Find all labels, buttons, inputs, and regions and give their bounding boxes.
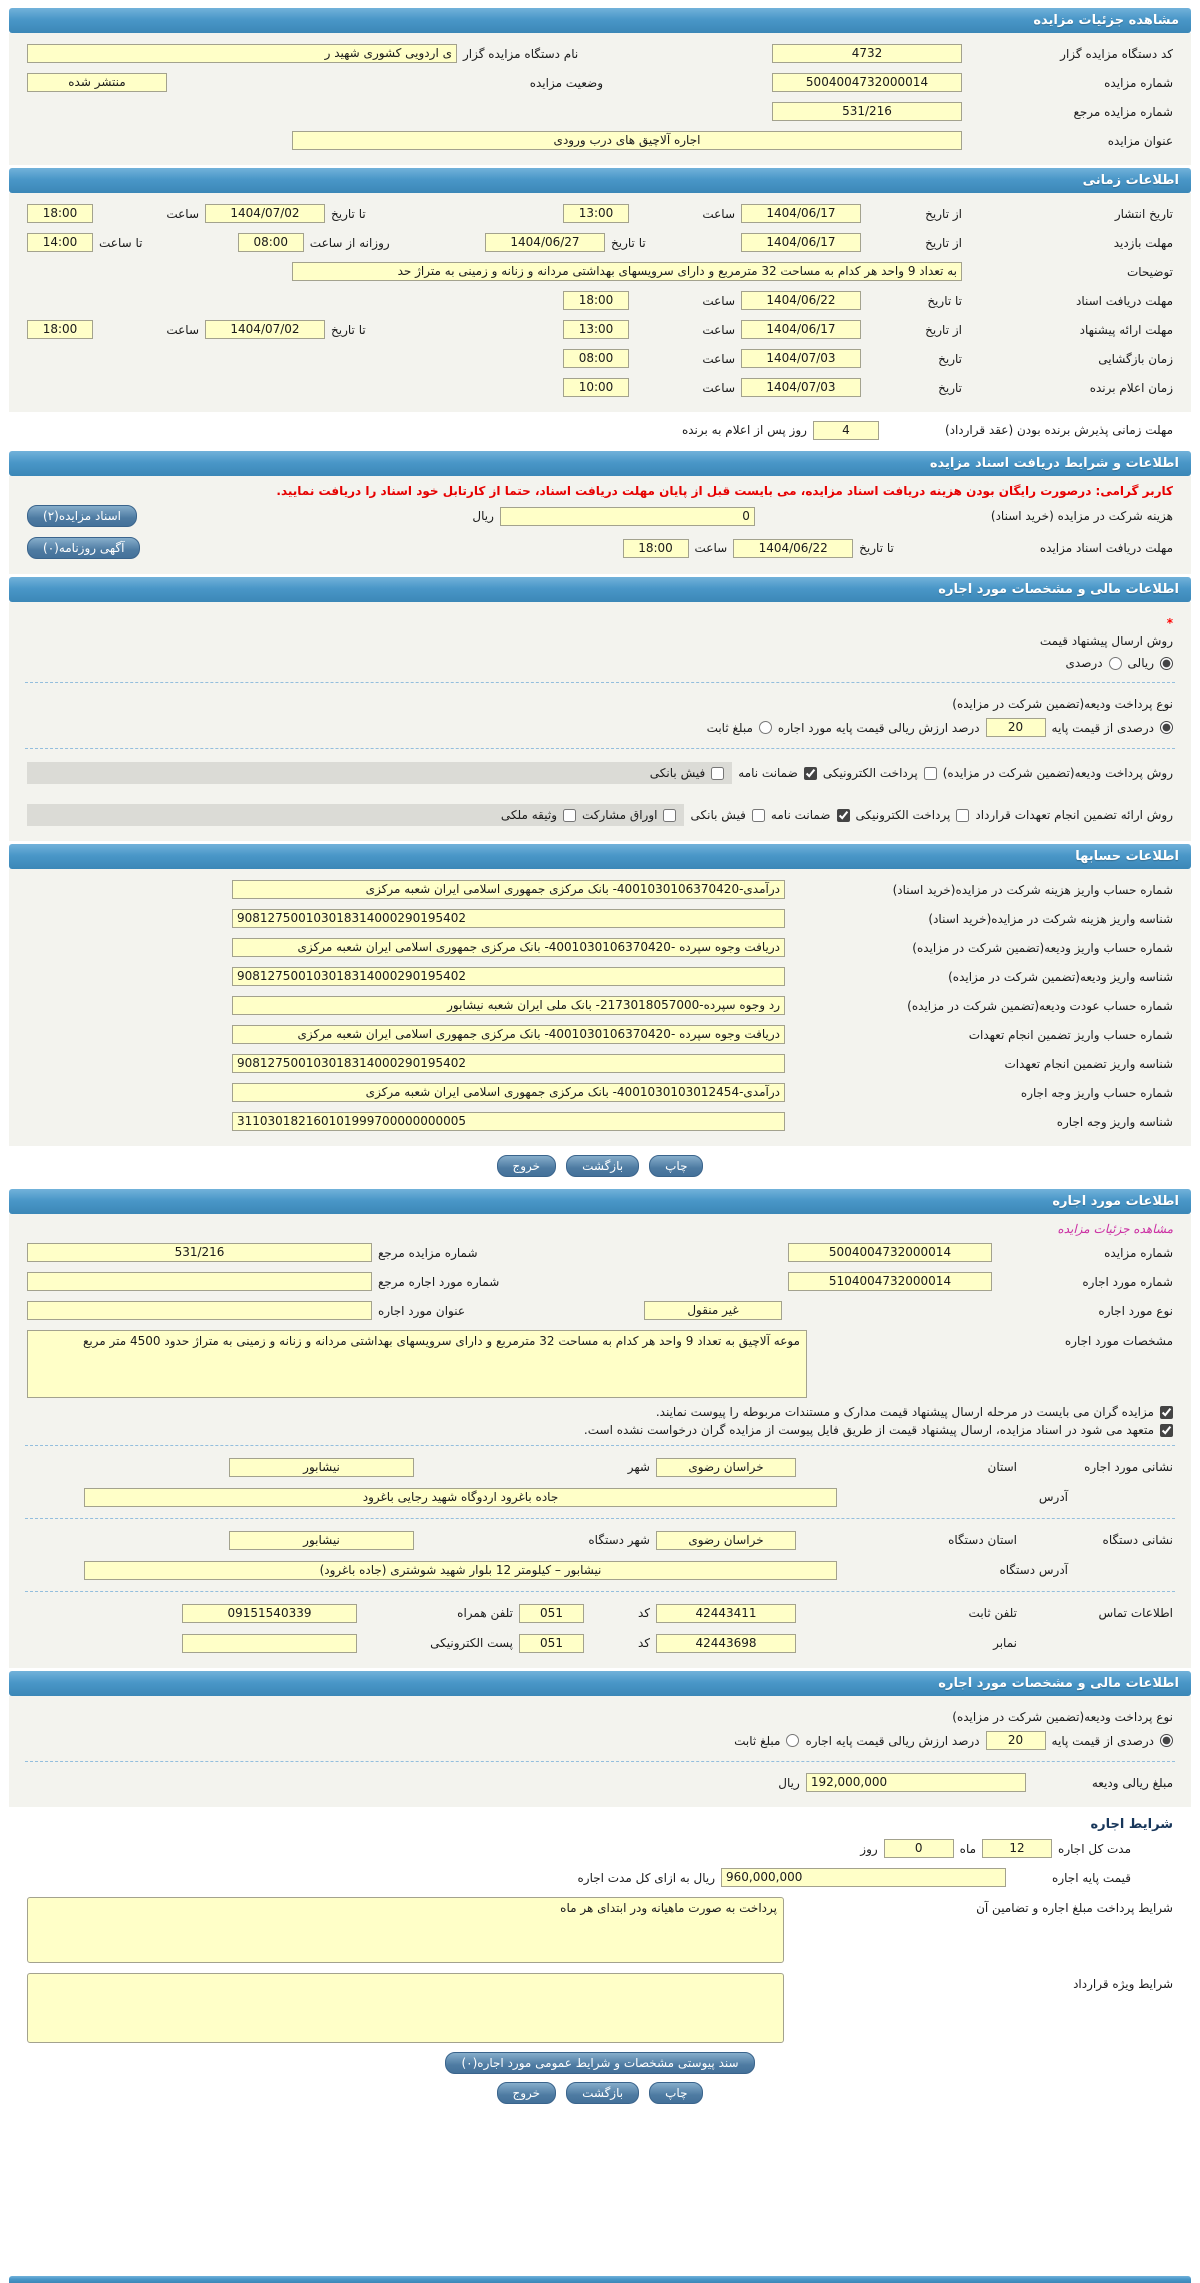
fee-unit-label: ریال [472, 509, 494, 523]
percent-suffix-label-2: درصد ارزش ریالی قیمت پایه اجاره [805, 1733, 980, 1748]
to-date-label: تا تاریخ [859, 541, 894, 555]
rental-address-group-label: نشانی مورد اجاره [1084, 1460, 1173, 1474]
special-terms-label: شرایط ویژه قرارداد [1073, 1977, 1173, 1991]
percent-of-base-label-2: درصدی از قیمت پایه [1051, 1733, 1154, 1748]
rental-auction-no-field[interactable]: 5004004732000014 [788, 1243, 992, 1262]
item-title-field[interactable] [27, 1301, 372, 1320]
accept-days-field[interactable]: 4 [813, 421, 879, 440]
dotted-divider [25, 1761, 1175, 1762]
docs-warning-text: کاربر گرامی: درصورت رایگان بودن هزینه دریافت اسناد مزایده، می بایست قبل از پایان مهلت دریافت اسناد، حتما از کارتابل خود اسناد را دریافت نمایید. [276, 484, 1173, 498]
obligation-grey-zone [27, 804, 684, 826]
percent-of-base-radio-2[interactable] [1160, 1734, 1173, 1747]
account-row [9, 991, 1191, 1020]
newspaper-ad-button[interactable]: آگهی روزنامه(۰) [27, 537, 140, 559]
section-header-rental [9, 1189, 1191, 1214]
row-org-address [9, 1555, 1191, 1585]
row-view-details-link [9, 1220, 1191, 1238]
email-field[interactable] [182, 1634, 357, 1653]
address-label: آدرس [1038, 1490, 1068, 1504]
publish-to-date-field[interactable]: 1404/07/02 [205, 204, 325, 223]
auction-title-label: عنوان مزایده [1107, 133, 1173, 148]
percent-option-label: درصدی [1065, 656, 1103, 670]
percent-of-base-label: درصدی از قیمت پایه [1051, 720, 1154, 735]
row-rental-address [9, 1482, 1191, 1512]
fixed-amount-label-2: مبلغ ثابت [734, 1733, 781, 1748]
daily-to-label: تا ساعت [99, 235, 143, 250]
back-button[interactable]: بازگشت [566, 1155, 639, 1177]
section-title: اطلاعات مالی و مشخصات مورد اجاره [938, 1676, 1179, 1691]
account-label: شناسه واریز وجه اجاره [1056, 1114, 1173, 1129]
to-date-label: تا تاریخ [331, 206, 366, 221]
section-title: اطلاعات و شرایط دریافت اسناد مزایده [929, 456, 1179, 471]
address-field[interactable]: جاده باغرود اردوگاه شهید رجایی باغرود [84, 1488, 837, 1507]
row-docs-receive-deadline [9, 532, 1191, 564]
account-row [9, 1049, 1191, 1078]
time-label: ساعت [166, 206, 199, 221]
base-price-unit-label: ریال به ازای کل مدت اجاره [577, 1870, 716, 1885]
exit-button[interactable]: خروج [497, 1155, 557, 1177]
publish-to-time-field[interactable]: 18:00 [27, 204, 93, 223]
general-terms-attachment-button[interactable]: سند پیوستی مشخصات و شرایط عمومی مورد اجاره(۰) [445, 2052, 754, 2074]
row-special-terms [9, 1968, 1191, 2048]
visit-daily-from-field[interactable]: 08:00 [238, 233, 304, 252]
required-asterisk: * [1166, 616, 1173, 630]
row-deposit-type-options [9, 713, 1191, 742]
no-file-offer-label: متعهد می شود در اسناد مزایده، ارسال پیشنهاد قیمت از طریق فایل پیوست از مزایده گران درخواست نشده است. [583, 1423, 1154, 1437]
duration-label: مدت کل اجاره [1058, 1841, 1131, 1856]
row-auction-no [9, 68, 1191, 97]
row-deposit-amount [9, 1768, 1191, 1797]
opening-date-field[interactable]: 1404/07/03 [741, 349, 861, 368]
account-label: شماره حساب واریز ودیعه(تضمین شرکت در مزایده) [912, 940, 1173, 955]
org-name-label: نام دستگاه مزایده گزار [463, 46, 579, 61]
rial-unit-label: ریال [778, 1775, 800, 1790]
payment-terms-label: شرایط پرداخت مبلغ اجاره و تضامین آن [976, 1901, 1173, 1915]
row-attachment-button [9, 2048, 1191, 2078]
docs-deadline-time-field[interactable]: 18:00 [563, 291, 629, 310]
row-publish-date [9, 199, 1191, 228]
electronic-pay-label: پرداخت الکترونیکی [822, 766, 918, 780]
org-address-group-label: نشانی دستگاه [1102, 1533, 1173, 1547]
row-contact-fax [9, 1628, 1191, 1658]
row-item-specs [9, 1325, 1191, 1403]
item-specs-textarea[interactable]: موعه آلاچیق به تعداد 9 واحد هر کدام به مساحت 32 مترمربع و دارای سرویسهای بهداشتی مردانه و زنانه و زمینی به متراژ حدود 4500 متر مربع [27, 1330, 807, 1398]
fee-label: هزینه شرکت در مزایده (خرید اسناد) [990, 509, 1173, 523]
to-date-label: تا تاریخ [927, 293, 962, 308]
row-payment-terms [9, 1892, 1191, 1968]
row-description [9, 257, 1191, 286]
row-visit-deadline [9, 228, 1191, 257]
no-file-offer-checkbox[interactable] [1160, 1424, 1173, 1437]
section-title: اطلاعات مورد اجاره [1052, 1194, 1179, 1209]
account-value-field[interactable]: دریافت وجوه سپرده -4001030106370420- بانک مرکزی جمهوری اسلامی ایران شعبه مرکزی [232, 938, 785, 957]
bonds-label: اوراق مشارکت [582, 808, 658, 822]
account-label: شماره حساب واریز تضمین انجام تعهدات [968, 1027, 1173, 1042]
to-date-label: تا تاریخ [611, 235, 646, 250]
offer-to-date-field[interactable]: 1404/07/02 [205, 320, 325, 339]
province-label: استان [987, 1460, 1017, 1474]
row-opening-time [9, 344, 1191, 373]
exit-button[interactable]: خروج [497, 2082, 557, 2104]
row-deposit-pay-methods [9, 757, 1191, 789]
obligation-bank-receipt-checkbox[interactable] [752, 809, 765, 822]
mobile-field[interactable]: 09151540339 [182, 1604, 357, 1623]
account-value-field[interactable]: دریافت وجوه سپرده -4001030106370420- بانک مرکزی جمهوری اسلامی ایران شعبه مرکزی [232, 1025, 785, 1044]
docs-receive-deadline-label: مهلت دریافت اسناد مزایده [1039, 541, 1173, 555]
time-label: ساعت [702, 322, 735, 337]
org-address-field[interactable]: نیشابور – کیلومتر 12 بلوار شهید شوشتری (جاده باغرود) [84, 1561, 837, 1580]
section-title: مشاهده جزئیات مزایده [1033, 13, 1179, 28]
offer-label: مهلت ارائه پیشنهاد [1079, 322, 1173, 337]
row-deposit-type-options-2 [9, 1726, 1191, 1755]
fax-code-field[interactable]: 051 [519, 1634, 584, 1653]
visit-from-date-field[interactable]: 1404/06/17 [741, 233, 861, 252]
docs-receive-time-field[interactable]: 18:00 [623, 539, 689, 558]
org-name-field[interactable]: ی اردویی کشوری شهید ر [27, 44, 457, 63]
deposit-type-label: نوع پرداخت ودیعه(تضمین شرکت در مزایده) [952, 697, 1173, 711]
back-button[interactable]: بازگشت [566, 2082, 639, 2104]
obligation-guarantee-checkbox[interactable] [837, 809, 850, 822]
financial-section-2 [9, 1696, 1191, 1807]
row-org-address-province [9, 1525, 1191, 1555]
item-ref-label: شماره مورد اجاره مرجع [378, 1274, 500, 1289]
bonds-checkbox[interactable] [663, 809, 676, 822]
print-button[interactable]: چاپ [649, 1155, 703, 1177]
row-price-method-label [9, 632, 1191, 650]
account-value-field[interactable]: 311030182160101999700000000005 [232, 1112, 785, 1131]
org-province-field[interactable]: خراسان رضوی [656, 1531, 796, 1550]
rental-ref-no-field[interactable]: 531/216 [27, 1243, 372, 1262]
account-value-field[interactable]: رد وجوه سپرده-2173018057000- بانک ملی ایران شعبه نیشابور [232, 996, 785, 1015]
item-type-label: نوع مورد اجاره [1098, 1303, 1173, 1318]
month-unit-label: ماه [959, 1841, 977, 1856]
deposit-pay-grey-zone [27, 762, 732, 784]
obligation-electronic-checkbox[interactable] [956, 809, 969, 822]
time-label: ساعت [166, 322, 199, 337]
row-auction-title [9, 126, 1191, 155]
accept-suffix-label: روز پس از اعلام به برنده [681, 423, 807, 437]
email-label: پست الکترونیکی [430, 1636, 513, 1650]
row-deposit-type-label [9, 689, 1191, 713]
phone-field[interactable]: 42443411 [656, 1604, 796, 1623]
date-label: تاریخ [938, 351, 962, 366]
account-label: شناسه واریز تضمین انجام تعهدات [1004, 1056, 1173, 1071]
fixed-amount-label: مبلغ ثابت [706, 720, 753, 735]
row-winner-announce [9, 373, 1191, 402]
account-value-field[interactable]: 908127500103018314000290195402 [232, 1054, 785, 1073]
collateral-label: وثیقه ملکی [500, 808, 558, 822]
time-label: ساعت [702, 351, 735, 366]
winner-date-field[interactable]: 1404/07/03 [741, 378, 861, 397]
visit-daily-to-field[interactable]: 14:00 [27, 233, 93, 252]
duration-months-field[interactable]: 12 [982, 1839, 1052, 1858]
account-row [9, 1078, 1191, 1107]
deposit-percent-field-2[interactable]: 20 [986, 1731, 1046, 1750]
section-header-financial-2 [9, 1671, 1191, 1696]
auction-no-field[interactable]: 5004004732000014 [772, 73, 962, 92]
rental-section [9, 1214, 1191, 1668]
item-specs-label: مشخصات مورد اجاره [1064, 1334, 1173, 1348]
account-value-field[interactable]: درآمدی-4001030106370420- بانک مرکزی جمهوری اسلامی ایران شعبه مرکزی [232, 880, 785, 899]
ref-no-label: شماره مزایده مرجع [1073, 104, 1173, 119]
fee-field[interactable]: 0 [500, 507, 755, 526]
account-row [9, 875, 1191, 904]
offer-to-time-field[interactable]: 18:00 [27, 320, 93, 339]
dotted-divider [25, 1518, 1175, 1519]
account-label: شناسه واریز هزینه شرکت در مزایده(خرید اسناد) [928, 911, 1173, 926]
auction-docs-button[interactable]: اسناد مزایده(۲) [27, 505, 137, 527]
section-header-docs [9, 451, 1191, 476]
docs-receive-date-field[interactable]: 1404/06/22 [733, 539, 853, 558]
auction-no-label: شماره مزایده [1104, 75, 1173, 90]
print-button[interactable]: چاپ [649, 2082, 703, 2104]
fixed-amount-radio[interactable] [759, 721, 772, 734]
row-lease-duration [9, 1834, 1191, 1863]
payment-terms-textarea[interactable]: پرداخت به صورت ماهیانه ودر ابتدای هر ماه [27, 1897, 784, 1963]
item-title-label: عنوان مورد اجاره [378, 1303, 466, 1318]
day-unit-label: روز [860, 1841, 878, 1856]
section-title: اطلاعات زمانی [1082, 173, 1179, 188]
from-date-label: از تاریخ [925, 206, 962, 221]
base-price-label: قیمت پایه اجاره [1052, 1870, 1131, 1885]
section-header-accounts [9, 844, 1191, 869]
time-label: ساعت [694, 541, 728, 555]
view-details-link[interactable]: مشاهده جزئیات مزایده [1057, 1222, 1173, 1236]
offer-from-date-field[interactable]: 1404/06/17 [741, 320, 861, 339]
docs-deadline-date-field[interactable]: 1404/06/22 [741, 291, 861, 310]
lease-terms-heading: شرایط اجاره [1090, 1817, 1173, 1832]
row-rental-auction-no [9, 1238, 1191, 1267]
section-header-timing [9, 168, 1191, 193]
fax-code-label: کد [637, 1636, 650, 1650]
lease-section [9, 1807, 1191, 2112]
row-rental-address-province [9, 1452, 1191, 1482]
price-method-label: روش ارسال پیشنهاد قیمت [1039, 634, 1173, 648]
row-offer-deadline [9, 315, 1191, 344]
item-type-field[interactable]: غیر منقول [644, 1301, 782, 1320]
dotted-divider [25, 1591, 1175, 1592]
attach-required-label: مزایده گران می بایست در مرحله ارسال پیشنهاد قیمت مدارک و مستندات مربوطه را پیوست نمایند. [655, 1405, 1154, 1419]
section-title: اطلاعات حسابها [1075, 849, 1179, 864]
time-label: ساعت [702, 206, 735, 221]
footer-bar [9, 2276, 1191, 2283]
timing-section [9, 193, 1191, 412]
account-value-field[interactable]: درآمدی-4001030103012454- بانک مرکزی جمهوری اسلامی ایران شعبه مرکزی [232, 1083, 785, 1102]
actions-row-bottom [9, 2078, 1191, 2112]
status-field[interactable]: منتشر شده [27, 73, 167, 92]
account-label: شماره حساب واریز وجه اجاره [1020, 1085, 1173, 1100]
row-docs-deadline [9, 286, 1191, 315]
rental-ref-no-label: شماره مزایده مرجع [378, 1245, 478, 1260]
fixed-amount-radio-2[interactable] [786, 1734, 799, 1747]
org-address-label: آدرس دستگاه [999, 1563, 1068, 1577]
time-label: ساعت [702, 293, 735, 308]
duration-days-field[interactable]: 0 [884, 1839, 954, 1858]
publish-label: تاریخ انتشار [1114, 206, 1173, 221]
accounts-section [9, 869, 1191, 1146]
accept-deadline-label: مهلت زمانی پذیرش برنده بودن (عقد قرارداد) [944, 423, 1173, 437]
percent-radio[interactable] [1109, 657, 1122, 670]
bank-receipt-label: فیش بانکی [649, 766, 706, 780]
date-label: تاریخ [938, 380, 962, 395]
opening-label: زمان بازگشایی [1098, 351, 1173, 366]
obligation-bank-receipt-label: فیش بانکی [690, 808, 746, 822]
dotted-divider [25, 1445, 1175, 1446]
to-date-label: تا تاریخ [331, 322, 366, 337]
obligation-method-label: روش ارائه تضمین انجام تعهدات قرارداد [975, 808, 1173, 822]
phone-code-label: کد [637, 1606, 650, 1620]
row-item-no [9, 1267, 1191, 1296]
account-label: شناسه واریز ودیعه(تضمین شرکت در مزایده) [948, 969, 1173, 984]
description-field[interactable]: به تعداد 9 واحد هر کدام به مساحت 32 مترمربع و دارای سرویسهای بهداشتی مردانه و زنانه و زمینی به متراژ حد [292, 262, 962, 281]
deposit-amount-label: مبلغ ریالی ودیعه [1091, 1775, 1173, 1790]
row-item-type [9, 1296, 1191, 1325]
section-header-view-details [9, 8, 1191, 33]
time-label: ساعت [702, 380, 735, 395]
row-base-price [9, 1863, 1191, 1892]
phone-label: تلفن ثابت [968, 1606, 1017, 1620]
org-province-label: استان دستگاه [948, 1533, 1017, 1547]
phone-code-field[interactable]: 051 [519, 1604, 584, 1623]
account-row [9, 1020, 1191, 1049]
electronic-pay-checkbox[interactable] [924, 767, 937, 780]
row-deposit-type-label-2 [9, 1702, 1191, 1726]
row-docs-warning [9, 482, 1191, 500]
collateral-checkbox[interactable] [563, 809, 576, 822]
row-attach-required-check [9, 1403, 1191, 1421]
attach-required-checkbox[interactable] [1160, 1406, 1173, 1419]
winner-label: زمان اعلام برنده [1089, 380, 1173, 395]
contact-group-label: اطلاعات تماس [1098, 1606, 1173, 1620]
auction-title-field[interactable]: اجاره آلاچیق های درب ورودی [292, 131, 962, 150]
fax-label: نمابر [993, 1636, 1017, 1650]
rental-auction-no-label: شماره مزایده [1104, 1245, 1173, 1260]
row-accept-deadline [9, 412, 1191, 448]
city-label: شهر [627, 1460, 650, 1474]
general-info-section [9, 33, 1191, 165]
publish-from-time-field[interactable]: 13:00 [563, 204, 629, 223]
row-org-code [9, 39, 1191, 68]
from-date-label: از تاریخ [925, 235, 962, 250]
row-ref-no [9, 97, 1191, 126]
account-label: شماره حساب واریز هزینه شرکت در مزایده(خرید اسناد) [892, 882, 1173, 897]
item-no-label: شماره مورد اجاره [1082, 1274, 1173, 1289]
province-field[interactable]: خراسان رضوی [656, 1458, 796, 1477]
offer-from-time-field[interactable]: 13:00 [563, 320, 629, 339]
winner-time-field[interactable]: 10:00 [563, 378, 629, 397]
special-terms-textarea[interactable] [27, 1973, 784, 2043]
org-city-field[interactable]: نیشابور [229, 1531, 414, 1550]
rial-option-label: ریالی [1127, 656, 1154, 670]
guarantee-label: ضمانت نامه [738, 766, 798, 780]
deposit-amount-field[interactable]: 192,000,000 [806, 1773, 1026, 1792]
mobile-label: تلفن همراه [457, 1606, 513, 1620]
dotted-divider [25, 682, 1175, 683]
base-price-field[interactable]: 960,000,000 [721, 1868, 1006, 1887]
deposit-percent-field[interactable]: 20 [986, 718, 1046, 737]
account-row [9, 962, 1191, 991]
org-code-label: کد دستگاه مزایده گزار [1060, 46, 1173, 61]
item-ref-field[interactable] [27, 1272, 372, 1291]
ref-no-field[interactable]: 531/216 [772, 102, 962, 121]
from-date-label: از تاریخ [925, 322, 962, 337]
row-no-file-offer-check [9, 1421, 1191, 1439]
city-field[interactable]: نیشابور [229, 1458, 414, 1477]
opening-time-field[interactable]: 08:00 [563, 349, 629, 368]
percent-suffix-label: درصد ارزش ریالی قیمت پایه مورد اجاره [777, 720, 980, 735]
fax-field[interactable]: 42443698 [656, 1634, 796, 1653]
description-label: توضیحات [1126, 264, 1173, 279]
row-obligation-methods [9, 799, 1191, 831]
dotted-divider [25, 748, 1175, 749]
percent-of-base-radio[interactable] [1160, 721, 1173, 734]
deposit-type-label: نوع پرداخت ودیعه(تضمین شرکت در مزایده) [952, 1710, 1173, 1724]
guarantee-checkbox[interactable] [804, 767, 817, 780]
section-header-financial-1 [9, 577, 1191, 602]
bank-receipt-checkbox[interactable] [711, 767, 724, 780]
account-row [9, 933, 1191, 962]
row-contact-phone [9, 1598, 1191, 1628]
org-code-field[interactable]: 4732 [772, 44, 962, 63]
account-row [9, 1107, 1191, 1136]
account-value-field[interactable]: 908127500103018314000290195402 [232, 909, 785, 928]
rial-radio[interactable] [1160, 657, 1173, 670]
financial-section-1 [9, 602, 1191, 841]
publish-from-date-field[interactable]: 1404/06/17 [741, 204, 861, 223]
status-label: وضعیت مزایده [529, 75, 603, 90]
row-required-mark [9, 608, 1191, 632]
deposit-pay-method-label: روش پرداخت ودیعه(تضمین شرکت در مزایده) [942, 766, 1173, 780]
row-price-method-options [9, 650, 1191, 676]
docs-deadline-label: مهلت دریافت اسناد [1075, 293, 1173, 308]
row-lease-heading [9, 1815, 1191, 1834]
daily-from-label: روزانه از ساعت [309, 235, 390, 250]
obligation-guarantee-label: ضمانت نامه [770, 808, 831, 822]
visit-to-date-field[interactable]: 1404/06/27 [485, 233, 605, 252]
visit-label: مهلت بازدید [1113, 235, 1173, 250]
actions-row [9, 1146, 1191, 1186]
account-label: شماره حساب عودت ودیعه(تضمین شرکت در مزایده) [907, 998, 1173, 1013]
row-participation-fee [9, 500, 1191, 532]
account-value-field[interactable]: 908127500103018314000290195402 [232, 967, 785, 986]
docs-section [9, 476, 1191, 574]
account-row [9, 904, 1191, 933]
org-city-label: شهر دستگاه [588, 1533, 650, 1547]
obligation-electronic-label: پرداخت الکترونیکی [855, 808, 951, 822]
section-title: اطلاعات مالی و مشخصات مورد اجاره [938, 582, 1179, 597]
item-no-field[interactable]: 5104004732000014 [788, 1272, 992, 1291]
